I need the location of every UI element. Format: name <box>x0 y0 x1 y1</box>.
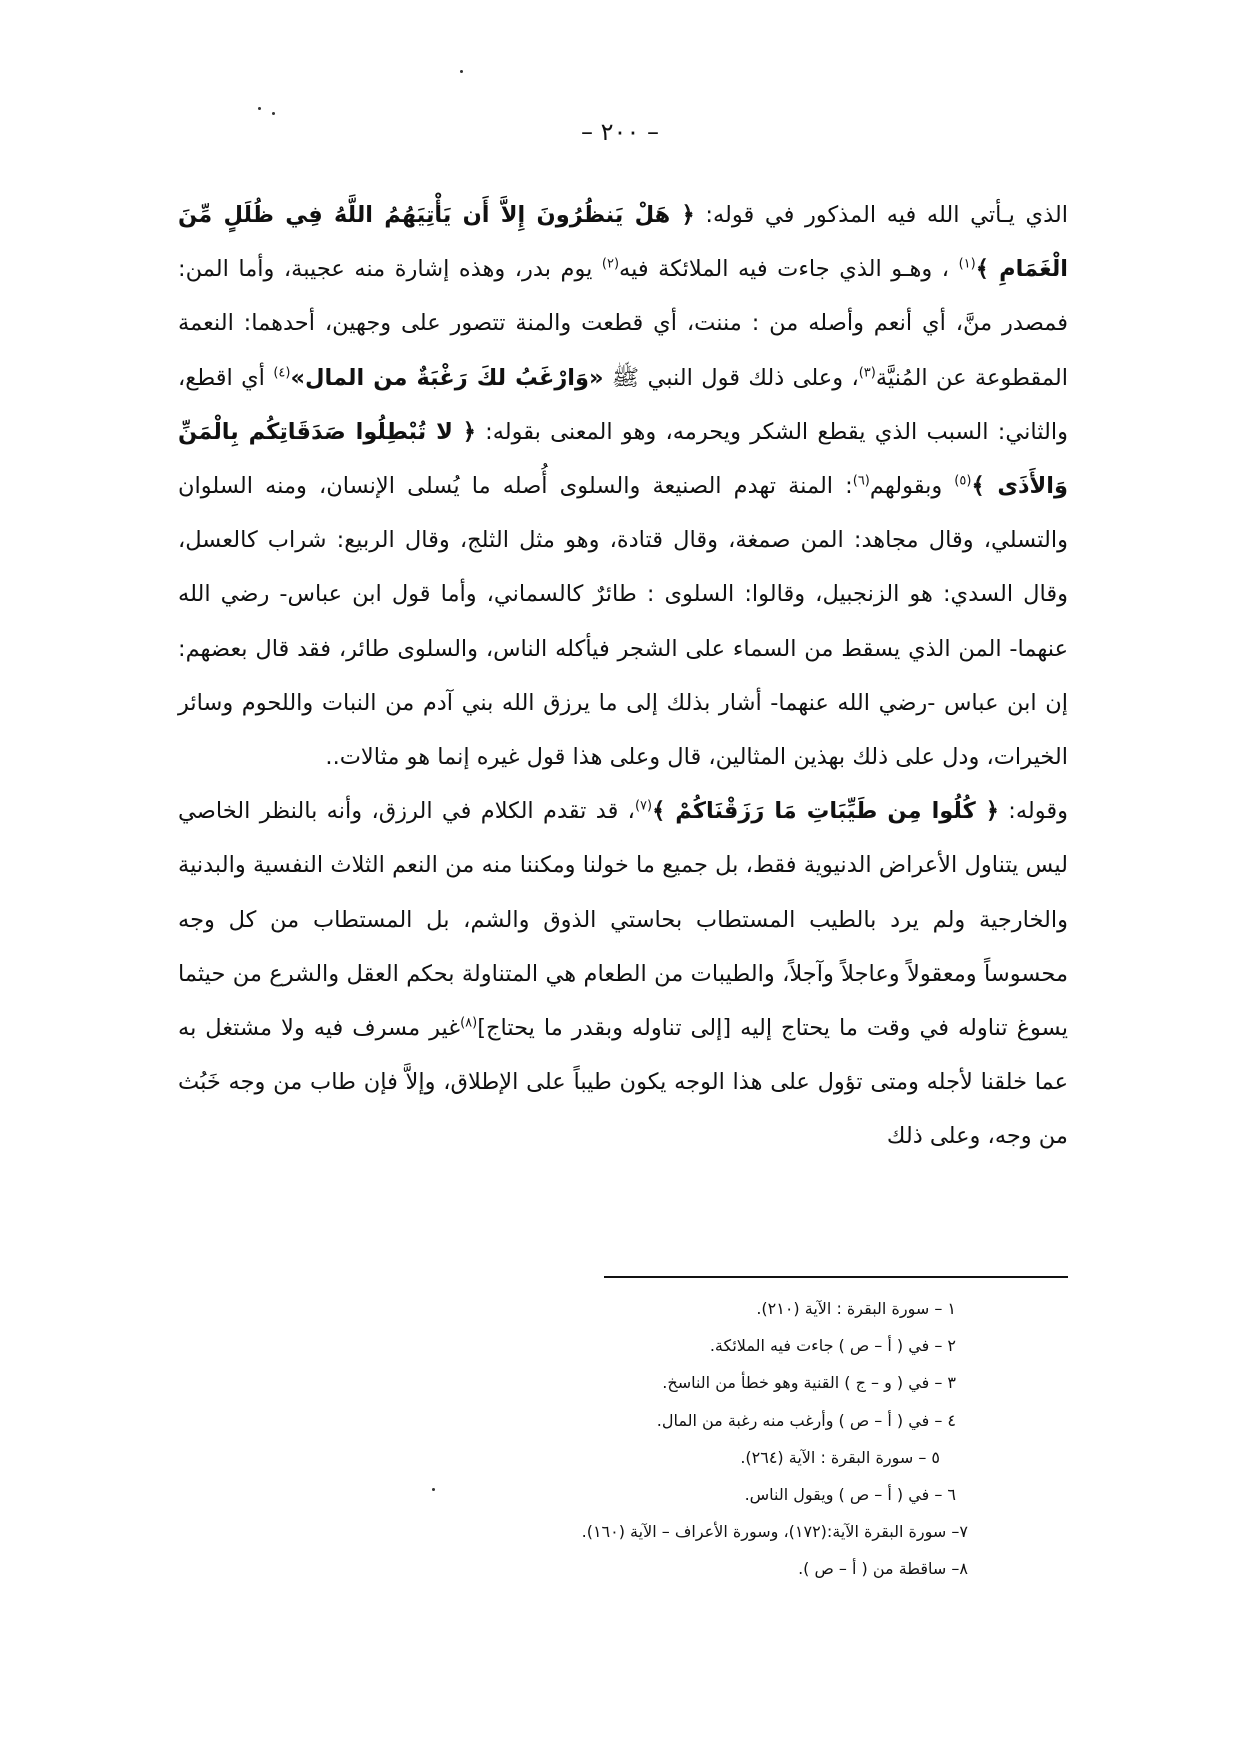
scan-speck <box>460 70 463 73</box>
footnote-ref: (٤) <box>273 365 291 381</box>
quran-verse: ﴿ كُلُوا مِن طَيِّبَاتِ مَا رَزَقْنَاكُمْ ﴾ <box>652 798 999 825</box>
scan-speck <box>272 112 275 115</box>
footnote-item: ٧– سورة البقرة الآية:(١٧٢)، وسورة الأعراف – الآية (١٦٠). <box>581 1522 968 1542</box>
text-run: وبقولهم <box>869 473 955 500</box>
text-run: الذي يـأتي الله فيه المذكور في قوله: <box>694 202 1068 228</box>
footnote-ref: (٨) <box>460 1015 478 1031</box>
hadith-quote: «وَارْغَبُ لكَ رَغْبَةٌ من المال» <box>290 364 604 391</box>
text-run: ، وعلى ذلك قول النبي ﷺ <box>603 364 859 391</box>
text-run: غير مسرف فيه ولا مشتغل به عما خلقنا لأجله ومتى تؤول على هذا الوجه يكون طيباً على الإطلاق، وإلاَّ فإن طاب من وجه خَبُث من وجه، وعلى ذلك <box>178 1015 1068 1150</box>
quran-verse: ﴿ لا تُبْطِلُوا صَدَقَاتِكُم بِالْمَنِّ وَالأَذَى ﴾ <box>178 418 1069 500</box>
text-run: ، قد تقدم الكلام في الرزق، وأنه بالنظر الخاصي ليس يتناول الأعراض الدنيوية فقط، بل جميع ما خولنا ومكننا منه من النعم الثلاث النفسية والبدنية والخارجية ولم يرد بالطيب المستطاب بحاستي الذوق والشم، بل المستطاب من كل وجه محسوساً ومعقولاً وعاجلاً وآجلاً، والطيبات من الطعام هي المتناولة بحكم العقل والشرع من حيثما يسوغ تناوله في وقت ما يحتاج إليه [إلى تناوله وبقدر ما يحتاج] <box>178 798 1068 1042</box>
text-run: وقوله: <box>998 798 1068 825</box>
footnote-ref: (٢) <box>601 256 620 272</box>
footnote-item: ١ – سورة البقرة : الآية (٢١٠). <box>756 1299 956 1318</box>
quran-verse: ﴿ هَلْ يَنظُرُونَ إِلاَّ أَن يَأْتِيَهُمُ اللَّهُ فِي ظُلَلٍ مِّنَ الْغَمَامِ ﴾ <box>178 202 1068 283</box>
page-number: – ٢٠٠ – <box>581 118 659 146</box>
footnote-item: ٨– ساقطة من ( أ – ص ). <box>798 1559 968 1579</box>
footnote-ref: (٧) <box>634 798 653 814</box>
footnote-ref: (٥) <box>954 473 972 489</box>
footnotes <box>178 1290 1068 1588</box>
footnote-ref: (١) <box>958 256 976 272</box>
text-run: يوم بدر، وهذه إشارة منه عجيبة، وأما المن: فمصدر منَّ، أي أنعم وأصله من : مننت، أي قطعت والمنة تتصور على وجهين، أحدهما: النعمة المقطوعة عن المُنيَّة <box>178 256 1068 391</box>
text-run: : المنة تهدم الصنيعة والسلوى أُصله ما يُسلى الإنسان، ومنه السلوان والتسلي، وقال مجاهد: المن صمغة، وقال قتادة، وهو مثل الثلج، وقال الربيع: شراب كالعسل، وقال السدي: هو الزنجبيل، وقالوا: السلوى : طائرٌ كالسماني، وأما قول ابن عباس- رضي الله عنهما- المن الذي يسقط من السماء على الشجر فيأكله الناس، والسلوى طائر، فقد قال بعضهم: إن ابن عباس -رضي الله عنهما- أشار بذلك إلى ما يرزق الله بني آدم من النبات واللحوم وسائر الخيرات، ودل على ذلك بهذين المثالين، قال وعلى هذا قول غيره إنما هو مثالات.. <box>178 473 1068 771</box>
footnote-item: ٢ – في ( أ – ص ) جاءت فيه الملائكة. <box>709 1336 956 1356</box>
paragraph-2 <box>178 784 1068 1163</box>
footnote-separator <box>604 1276 1068 1278</box>
text-run: أي اقطع، والثاني: السبب الذي يقطع الشكر ويحرمه، وهو المعنى بقوله: <box>178 364 1068 445</box>
footnote-item: ٥ – سورة البقرة : الآية (٢٦٤). <box>740 1447 940 1467</box>
paragraph-1 <box>178 188 1068 784</box>
scan-speck <box>258 107 261 110</box>
footnote-item: ٣ – في ( و – ج ) القنية وهو خطأ من الناسخ. <box>662 1373 956 1393</box>
footnote-ref: (٦) <box>852 473 870 489</box>
footnote-ref: (٣) <box>858 365 876 381</box>
footnote-item: ٤ – في ( أ – ص ) وأرغب منه رغبة من المال. <box>656 1410 956 1430</box>
main-text <box>178 188 1068 1164</box>
text-run: ، وهـو الذي جاءت فيه الملائكة فيه <box>619 256 959 283</box>
footnote-item: ٦ – في ( أ – ص ) ويقول الناس. <box>744 1485 956 1505</box>
